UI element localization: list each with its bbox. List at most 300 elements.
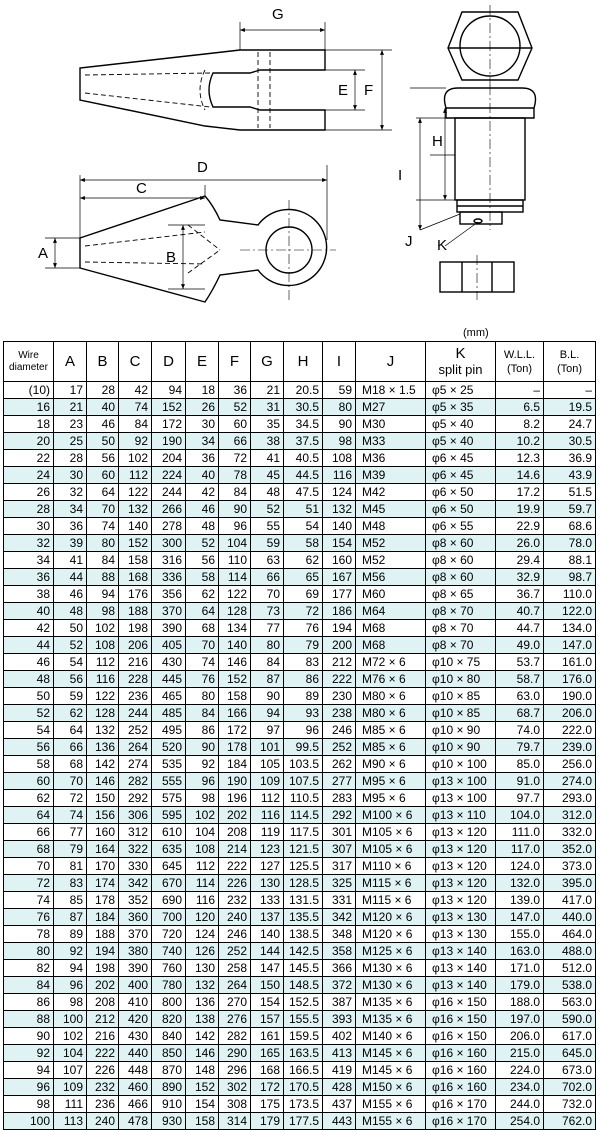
cell-J: M85 × 6 [356, 739, 426, 756]
cell-wire: 70 [4, 858, 54, 875]
cell-B: 102 [87, 620, 119, 637]
cell-D: 485 [152, 705, 186, 722]
table-row [4, 926, 596, 943]
label-E: E [338, 82, 349, 99]
cell-C: 228 [119, 671, 152, 688]
cell-E: 102 [186, 807, 219, 824]
cell-B: 178 [87, 892, 119, 909]
cell-wire: 96 [4, 1079, 54, 1096]
cell-D: 840 [152, 1028, 186, 1045]
cell-A: 66 [54, 739, 87, 756]
table-row [4, 552, 596, 569]
cell-G: 38 [251, 433, 284, 450]
cell-wire: 42 [4, 620, 54, 637]
cell-B: 216 [87, 1028, 119, 1045]
table-row [4, 620, 596, 637]
table-row [4, 569, 596, 586]
cell-K: φ8 × 60 [426, 569, 496, 586]
cell-F: 264 [219, 977, 251, 994]
cell-K: φ13 × 120 [426, 892, 496, 909]
table-row [4, 484, 596, 501]
cell-H: 51 [284, 501, 323, 518]
cell-C: 74 [119, 399, 152, 416]
cell-F: 84 [219, 484, 251, 501]
cell-H: 107.5 [284, 773, 323, 790]
cell-H: 121.5 [284, 841, 323, 858]
cell-C: 216 [119, 654, 152, 671]
cell-bl: 440.0 [544, 909, 596, 926]
technical-drawing [0, 0, 600, 325]
cell-wll: 124.0 [496, 858, 544, 875]
unit-label: (mm) [463, 327, 489, 339]
cell-E: 142 [186, 1028, 219, 1045]
table-row [4, 807, 596, 824]
cell-C: 122 [119, 484, 152, 501]
cell-D: 635 [152, 841, 186, 858]
cell-I: 342 [323, 909, 356, 926]
cell-I: 443 [323, 1113, 356, 1130]
cell-C: 430 [119, 1028, 152, 1045]
cell-K: φ8 × 60 [426, 535, 496, 552]
cell-B: 60 [87, 467, 119, 484]
cell-wire: 52 [4, 705, 54, 722]
cell-K: φ16 × 160 [426, 1062, 496, 1079]
cell-C: 390 [119, 960, 152, 977]
cell-I: 413 [323, 1045, 356, 1062]
cell-G: 45 [251, 467, 284, 484]
cell-C: 478 [119, 1113, 152, 1130]
cell-B: 188 [87, 926, 119, 943]
cell-B: 116 [87, 671, 119, 688]
header-I: I [323, 342, 356, 382]
table-row [4, 535, 596, 552]
cell-wll: 58.7 [496, 671, 544, 688]
cell-C: 244 [119, 705, 152, 722]
cell-B: 84 [87, 552, 119, 569]
cell-J: M115 × 6 [356, 875, 426, 892]
table-row [4, 518, 596, 535]
cell-K: φ16 × 150 [426, 1011, 496, 1028]
cell-wire: 32 [4, 535, 54, 552]
cell-G: 119 [251, 824, 284, 841]
cell-bl: 352.0 [544, 841, 596, 858]
cell-H: 83 [284, 654, 323, 671]
cell-C: 322 [119, 841, 152, 858]
header-bl-top: B.L. [559, 348, 580, 361]
cell-G: 48 [251, 484, 284, 501]
cell-F: 60 [219, 416, 251, 433]
cell-wire: 62 [4, 790, 54, 807]
cell-F: 152 [219, 671, 251, 688]
cell-C: 132 [119, 501, 152, 518]
cell-J: M120 × 6 [356, 909, 426, 926]
cell-K: φ5 × 35 [426, 399, 496, 416]
cell-D: 190 [152, 433, 186, 450]
cell-bl: 98.7 [544, 569, 596, 586]
table-row [4, 773, 596, 790]
cell-J: M52 [356, 552, 426, 569]
cell-F: 270 [219, 994, 251, 1011]
cell-H: 79 [284, 637, 323, 654]
cell-J: M125 × 6 [356, 943, 426, 960]
cell-H: 166.5 [284, 1062, 323, 1079]
cell-K: φ10 × 85 [426, 705, 496, 722]
cell-B: 184 [87, 909, 119, 926]
cell-G: 87 [251, 671, 284, 688]
cell-F: 276 [219, 1011, 251, 1028]
cell-I: 317 [323, 858, 356, 875]
header-bl [544, 342, 596, 382]
cell-G: 179 [251, 1113, 284, 1130]
cell-J: M120 × 6 [356, 926, 426, 943]
cell-A: 28 [54, 450, 87, 467]
cell-K: φ13 × 100 [426, 790, 496, 807]
cell-E: 46 [186, 501, 219, 518]
cell-wire: 84 [4, 977, 54, 994]
cell-wire: 66 [4, 824, 54, 841]
label-A: A [38, 245, 49, 262]
label-G: G [272, 6, 284, 23]
cell-J: M72 × 6 [356, 654, 426, 671]
cell-bl: 590.0 [544, 1011, 596, 1028]
cell-D: 495 [152, 722, 186, 739]
label-F: F [364, 82, 374, 99]
cell-C: 448 [119, 1062, 152, 1079]
cell-D: 610 [152, 824, 186, 841]
cell-G: 147 [251, 960, 284, 977]
table-row [4, 790, 596, 807]
cell-A: 68 [54, 756, 87, 773]
cell-F: 282 [219, 1028, 251, 1045]
cell-K: φ10 × 85 [426, 688, 496, 705]
cell-K: φ8 × 65 [426, 586, 496, 603]
spec-table-body [4, 382, 596, 1130]
cell-wire: 54 [4, 722, 54, 739]
cell-F: 246 [219, 926, 251, 943]
cell-C: 92 [119, 433, 152, 450]
cell-wire: 40 [4, 603, 54, 620]
cell-H: 89 [284, 688, 323, 705]
cell-I: 200 [323, 637, 356, 654]
cell-wll: 188.0 [496, 994, 544, 1011]
cell-E: 98 [186, 790, 219, 807]
cell-C: 380 [119, 943, 152, 960]
cell-E: 96 [186, 773, 219, 790]
cell-E: 70 [186, 637, 219, 654]
cell-F: 166 [219, 705, 251, 722]
cell-G: 55 [251, 518, 284, 535]
table-row [4, 688, 596, 705]
cell-K: φ6 × 50 [426, 501, 496, 518]
cell-I: 301 [323, 824, 356, 841]
label-K: K [437, 237, 448, 254]
cell-A: 92 [54, 943, 87, 960]
cell-C: 440 [119, 1045, 152, 1062]
cell-J: M48 [356, 518, 426, 535]
cell-G: 112 [251, 790, 284, 807]
cell-B: 198 [87, 960, 119, 977]
cell-wll: – [496, 382, 544, 399]
cell-G: 63 [251, 552, 284, 569]
cell-G: 150 [251, 977, 284, 994]
cell-K: φ10 × 90 [426, 722, 496, 739]
cell-bl: 110.0 [544, 586, 596, 603]
cell-F: 202 [219, 807, 251, 824]
cell-J: M68 [356, 620, 426, 637]
cell-H: 135.5 [284, 909, 323, 926]
cell-E: 52 [186, 535, 219, 552]
cell-G: 84 [251, 654, 284, 671]
cell-G: 161 [251, 1028, 284, 1045]
cell-B: 240 [87, 1113, 119, 1130]
cell-E: 30 [186, 416, 219, 433]
cell-E: 158 [186, 1113, 219, 1130]
label-C: C [136, 180, 147, 197]
label-D: D [197, 159, 208, 176]
cell-D: 316 [152, 552, 186, 569]
cell-B: 98 [87, 603, 119, 620]
cell-C: 198 [119, 620, 152, 637]
cell-C: 176 [119, 586, 152, 603]
cell-D: 870 [152, 1062, 186, 1079]
header-wll-top: W.L.L. [503, 348, 536, 361]
cell-G: 144 [251, 943, 284, 960]
cell-H: 177.5 [284, 1113, 323, 1130]
cell-K: φ5 × 40 [426, 416, 496, 433]
cell-I: 167 [323, 569, 356, 586]
cell-bl: 293.0 [544, 790, 596, 807]
cell-wire: 24 [4, 467, 54, 484]
cell-A: 50 [54, 620, 87, 637]
cell-I: 437 [323, 1096, 356, 1113]
cell-J: M155 × 6 [356, 1113, 426, 1130]
cell-F: 134 [219, 620, 251, 637]
cell-B: 170 [87, 858, 119, 875]
cell-bl: 395.0 [544, 875, 596, 892]
cell-C: 158 [119, 552, 152, 569]
cell-bl: 222.0 [544, 722, 596, 739]
cell-K: φ8 × 70 [426, 603, 496, 620]
cell-I: 292 [323, 807, 356, 824]
cell-J: M52 [356, 535, 426, 552]
cell-I: 283 [323, 790, 356, 807]
cell-wll: 29.4 [496, 552, 544, 569]
cell-E: 76 [186, 671, 219, 688]
cell-I: 262 [323, 756, 356, 773]
cell-A: 104 [54, 1045, 87, 1062]
table-row [4, 977, 596, 994]
cell-D: 445 [152, 671, 186, 688]
cell-I: 132 [323, 501, 356, 518]
cell-I: 428 [323, 1079, 356, 1096]
cell-J: M18 × 1.5 [356, 382, 426, 399]
cell-wll: 53.7 [496, 654, 544, 671]
cell-E: 86 [186, 722, 219, 739]
cell-B: 136 [87, 739, 119, 756]
cell-bl: 78.0 [544, 535, 596, 552]
cell-I: 124 [323, 484, 356, 501]
cell-wire: 64 [4, 807, 54, 824]
cell-E: 104 [186, 824, 219, 841]
cell-G: 77 [251, 620, 284, 637]
cell-B: 164 [87, 841, 119, 858]
cell-C: 292 [119, 790, 152, 807]
cell-F: 172 [219, 722, 251, 739]
cell-F: 290 [219, 1045, 251, 1062]
cell-A: 23 [54, 416, 87, 433]
cell-A: 46 [54, 586, 87, 603]
cell-E: 18 [186, 382, 219, 399]
cell-C: 410 [119, 994, 152, 1011]
cell-F: 232 [219, 892, 251, 909]
cell-J: M145 × 6 [356, 1062, 426, 1079]
cell-D: 740 [152, 943, 186, 960]
cell-K: φ13 × 120 [426, 824, 496, 841]
cell-D: 700 [152, 909, 186, 926]
cell-I: 331 [323, 892, 356, 909]
cell-wire: 26 [4, 484, 54, 501]
cell-bl: 512.0 [544, 960, 596, 977]
cell-A: 54 [54, 654, 87, 671]
cell-C: 168 [119, 569, 152, 586]
cell-J: M85 × 6 [356, 722, 426, 739]
cell-wire: 58 [4, 756, 54, 773]
header-K-top: K [455, 345, 466, 362]
cell-C: 42 [119, 382, 152, 399]
cell-K: φ6 × 55 [426, 518, 496, 535]
cell-C: 420 [119, 1011, 152, 1028]
cell-A: 111 [54, 1096, 87, 1113]
cell-H: 117.5 [284, 824, 323, 841]
cell-I: 154 [323, 535, 356, 552]
cell-F: 226 [219, 875, 251, 892]
table-row [4, 994, 596, 1011]
cell-B: 226 [87, 1062, 119, 1079]
cell-E: 138 [186, 1011, 219, 1028]
cell-K: φ16 × 170 [426, 1096, 496, 1113]
cell-wll: 139.0 [496, 892, 544, 909]
cell-A: 32 [54, 484, 87, 501]
cell-E: 48 [186, 518, 219, 535]
cell-F: 140 [219, 637, 251, 654]
cell-H: 103.5 [284, 756, 323, 773]
cell-wire: 56 [4, 739, 54, 756]
cell-J: M33 [356, 433, 426, 450]
cell-bl: 134.0 [544, 620, 596, 637]
cell-E: 146 [186, 1045, 219, 1062]
cell-H: 96 [284, 722, 323, 739]
cell-I: 98 [323, 433, 356, 450]
cell-C: 370 [119, 926, 152, 943]
cell-G: 90 [251, 688, 284, 705]
cell-F: 128 [219, 603, 251, 620]
cell-F: 258 [219, 960, 251, 977]
cell-wll: 36.7 [496, 586, 544, 603]
cell-G: 52 [251, 501, 284, 518]
cell-I: 325 [323, 875, 356, 892]
cell-I: 246 [323, 722, 356, 739]
cell-I: 116 [323, 467, 356, 484]
cell-G: 70 [251, 586, 284, 603]
cell-C: 140 [119, 518, 152, 535]
cell-A: 41 [54, 552, 87, 569]
cell-bl: 190.0 [544, 688, 596, 705]
label-J: J [405, 233, 413, 250]
cell-I: 348 [323, 926, 356, 943]
table-row [4, 739, 596, 756]
cell-E: 108 [186, 841, 219, 858]
cell-J: M95 × 6 [356, 790, 426, 807]
table-row [4, 858, 596, 875]
table-row [4, 841, 596, 858]
cell-D: 204 [152, 450, 186, 467]
header-C: C [119, 342, 152, 382]
cell-wire: 60 [4, 773, 54, 790]
cell-B: 56 [87, 450, 119, 467]
cell-wll: 155.0 [496, 926, 544, 943]
cell-bl: 122.0 [544, 603, 596, 620]
cell-B: 146 [87, 773, 119, 790]
cell-wll: 147.0 [496, 909, 544, 926]
cell-H: 138.5 [284, 926, 323, 943]
cell-K: φ10 × 80 [426, 671, 496, 688]
label-H: H [432, 133, 443, 150]
cell-K: φ6 × 45 [426, 467, 496, 484]
header-wll [496, 342, 544, 382]
cell-B: 174 [87, 875, 119, 892]
cell-J: M90 × 6 [356, 756, 426, 773]
cell-D: 535 [152, 756, 186, 773]
cell-wll: 97.7 [496, 790, 544, 807]
table-row [4, 586, 596, 603]
cell-bl: 762.0 [544, 1113, 596, 1130]
table-row [4, 654, 596, 671]
cell-J: M155 × 6 [356, 1096, 426, 1113]
cell-J: M110 × 6 [356, 858, 426, 875]
cell-wll: 163.0 [496, 943, 544, 960]
cell-E: 34 [186, 433, 219, 450]
cell-I: 307 [323, 841, 356, 858]
cell-wll: 104.0 [496, 807, 544, 824]
cell-A: 25 [54, 433, 87, 450]
cell-wll: 68.7 [496, 705, 544, 722]
cell-B: 160 [87, 824, 119, 841]
cell-wire: 22 [4, 450, 54, 467]
cell-E: 154 [186, 1096, 219, 1113]
cell-A: 81 [54, 858, 87, 875]
cell-I: 160 [323, 552, 356, 569]
cell-F: 146 [219, 654, 251, 671]
cell-B: 236 [87, 1096, 119, 1113]
cell-A: 30 [54, 467, 87, 484]
cell-A: 107 [54, 1062, 87, 1079]
cell-F: 158 [219, 688, 251, 705]
cell-wire: 44 [4, 637, 54, 654]
cell-wire: 78 [4, 926, 54, 943]
cell-C: 252 [119, 722, 152, 739]
cell-K: φ13 × 120 [426, 875, 496, 892]
cell-C: 400 [119, 977, 152, 994]
cell-G: 165 [251, 1045, 284, 1062]
cell-C: 188 [119, 603, 152, 620]
cell-bl: 563.0 [544, 994, 596, 1011]
cell-wll: 10.2 [496, 433, 544, 450]
cell-wire: 48 [4, 671, 54, 688]
cell-J: M105 × 6 [356, 841, 426, 858]
cell-bl: 417.0 [544, 892, 596, 909]
cell-wire: 38 [4, 586, 54, 603]
cell-B: 150 [87, 790, 119, 807]
